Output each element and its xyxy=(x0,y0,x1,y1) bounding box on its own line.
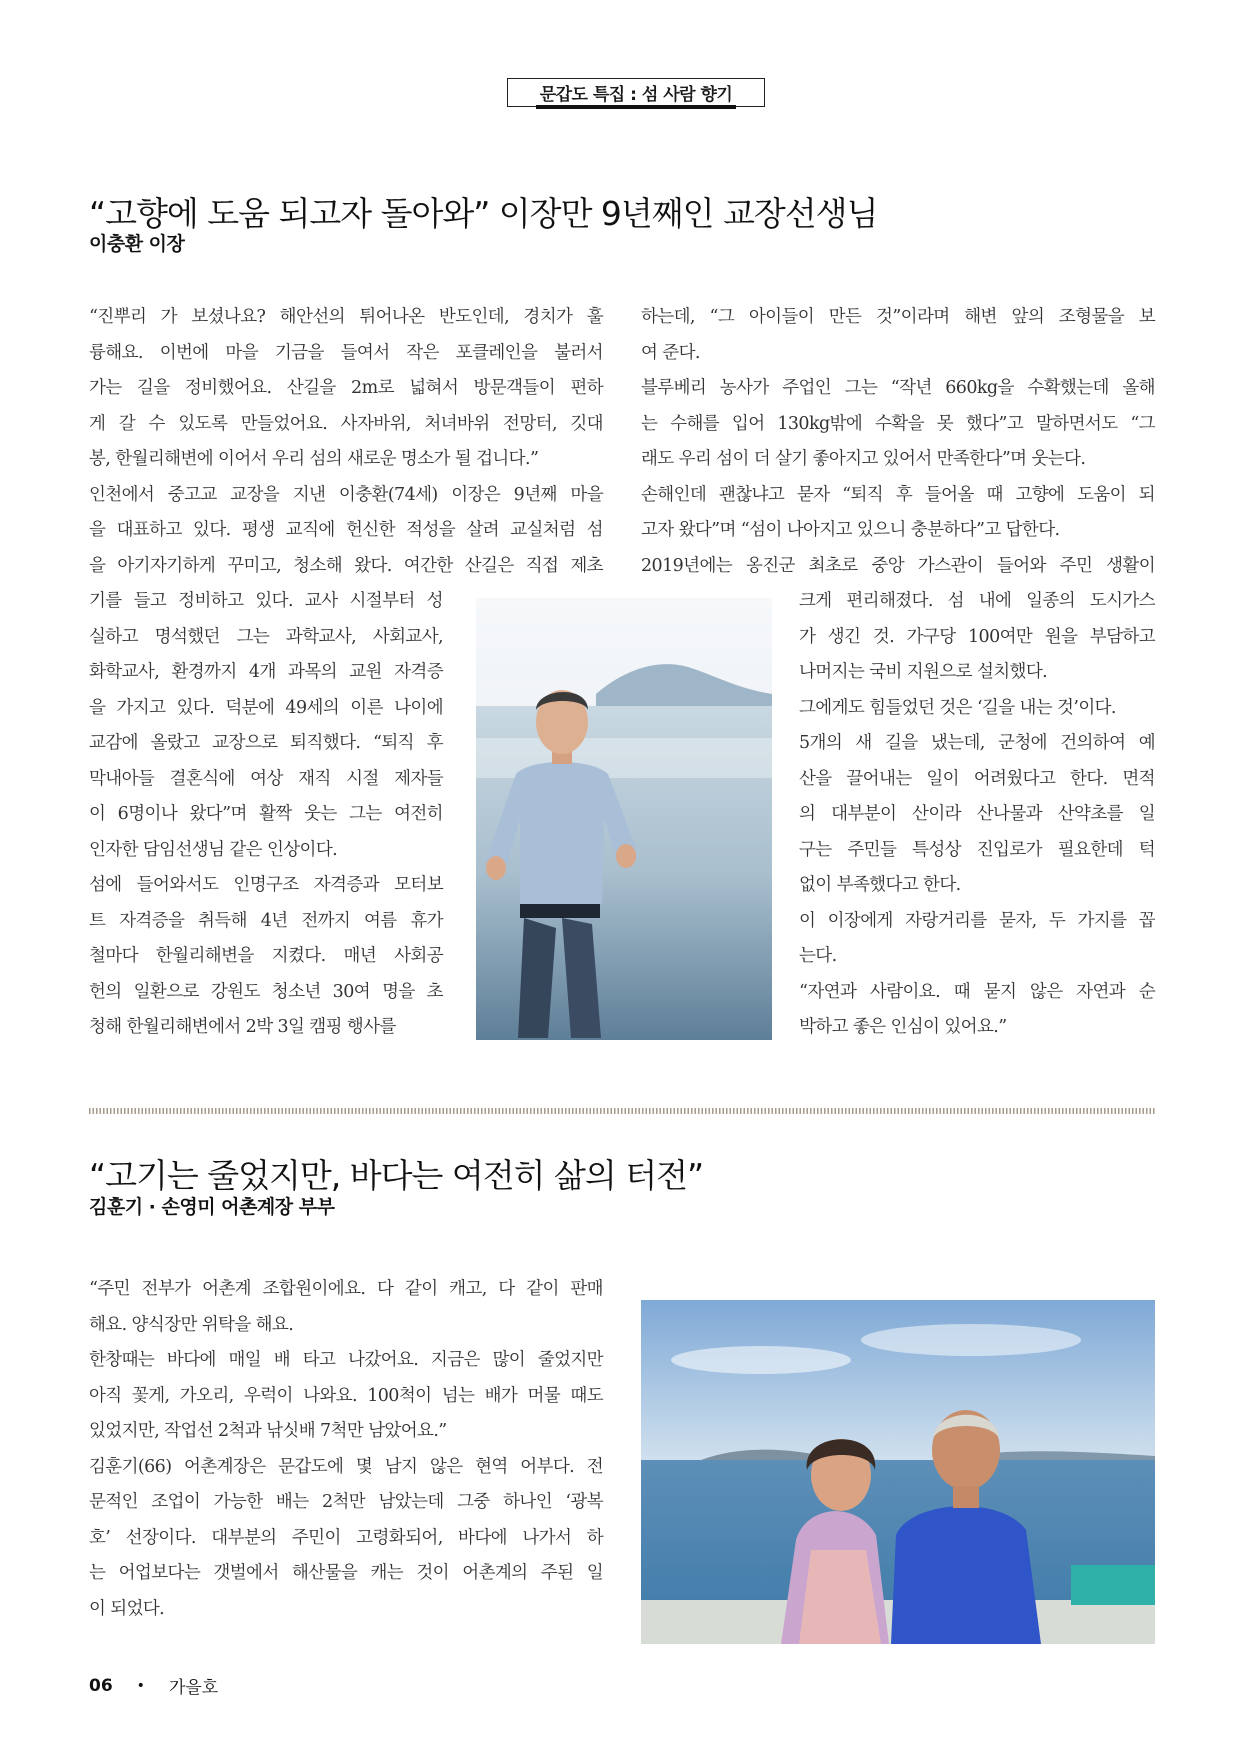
text-line: 의 대부분이 산이라 산나물과 산약초를 일 xyxy=(799,804,1155,824)
text-line: 헌의 일환으로 강원도 청소년 30여 명을 초 xyxy=(89,981,443,1002)
text-line: 한창때는 바다에 매일 배 타고 나갔어요. 지금은 많이 줄었지만 xyxy=(89,1350,603,1370)
article2-title: “고기는 줄었지만, 바다는 여전히 삶의 터전” xyxy=(89,1156,704,1195)
text-line: 나머지는 국비 지원으로 설치했다. xyxy=(799,662,1048,682)
couple-photo xyxy=(641,1300,1155,1644)
text-line: 청해 한월리해변에서 2박 3일 캠핑 행사를 xyxy=(89,1017,396,1037)
text-line: 호’ 선장이다. 대부분의 주민이 고령화되어, 바다에 나가서 하 xyxy=(89,1527,603,1548)
text-line: 없이 부족했다고 한다. xyxy=(799,875,961,895)
text-line: 실하고 명석했던 그는 과학교사, 사회교사, xyxy=(89,626,443,647)
article1-left-column-top xyxy=(89,300,603,584)
text-line: 고자 왔다”며 “섬이 나아지고 있으니 충분하다”고 답한다. xyxy=(641,520,1060,540)
article1-right-column-narrow xyxy=(799,584,1155,1046)
text-line: 는 어업보다는 갯벌에서 해산물을 캐는 것이 어촌계의 주된 일 xyxy=(89,1563,603,1583)
text-line: 가 생긴 것. 가구당 100여만 원을 부담하고 xyxy=(799,626,1155,647)
text-line: 산을 끌어내는 일이 어려웠다고 한다. 면적 xyxy=(799,768,1155,789)
text-line: 철마다 한월리해변을 지켰다. 매년 사회공 xyxy=(89,946,443,966)
section-tag: 문갑도 특집 : 섬 사람 향기 xyxy=(507,78,765,107)
article1-right-column-top xyxy=(641,300,1155,584)
text-line: 2019년에는 옹진군 최초로 중앙 가스관이 들어와 주민 생활이 xyxy=(641,555,1155,576)
article1-left-column-narrow xyxy=(89,584,443,1046)
text-line: 박하고 좋은 인심이 있어요.” xyxy=(799,1017,1007,1037)
text-line: 손해인데 괜찮냐고 묻자 “퇴직 후 들어올 때 고향에 도움이 되 xyxy=(641,484,1155,505)
text-line: 인천에서 중고교 교장을 지낸 이충환(74세) 이장은 9년째 마을 xyxy=(89,484,603,505)
text-line: 을 가지고 있다. 덕분에 49세의 이른 나이에 xyxy=(89,697,443,718)
text-line: 을 아기자기하게 꾸미고, 청소해 왔다. 여간한 산길은 직접 제초 xyxy=(89,555,603,576)
text-line: 섬에 들어와서도 인명구조 자격증과 모터보 xyxy=(89,875,443,895)
text-line: 인자한 담임선생님 같은 인상이다. xyxy=(89,839,338,860)
text-line: 해요. 양식장만 위탁을 해요. xyxy=(89,1314,294,1335)
text-line: 크게 편리해졌다. 섬 내에 일종의 도시가스 xyxy=(799,591,1155,611)
footer-bullet: • xyxy=(136,1677,145,1694)
text-line: 가는 길을 정비했어요. 산길을 2m로 넓혀서 방문객들이 편하 xyxy=(89,378,603,398)
text-line: 이 되었다. xyxy=(89,1598,165,1619)
text-line: 게 갈 수 있도록 만들었어요. 사자바위, 처녀바위 전망터, 깃대 xyxy=(89,413,603,434)
text-line: “자연과 사람이요. 때 묻지 않은 자연과 순 xyxy=(799,981,1155,1002)
text-line: “진뿌리 가 보셨나요? 해안선의 튀어나온 반도인데, 경치가 훌 xyxy=(89,307,603,327)
text-line: 김훈기(66) 어촌계장은 문갑도에 몇 남지 않은 현역 어부다. 전 xyxy=(89,1456,603,1477)
text-line: 화학교사, 환경까지 4개 과목의 교원 자격증 xyxy=(89,662,443,682)
text-line: 륭해요. 이번에 마을 기금을 들여서 작은 포클레인을 불러서 xyxy=(89,342,603,363)
village-head-photo xyxy=(476,598,772,1040)
text-line: 하는데, “그 아이들이 만든 것”이라며 해변 앞의 조형물을 보 xyxy=(641,307,1155,327)
text-line: 을 대표하고 있다. 평생 교직에 헌신한 적성을 살려 교실처럼 섬 xyxy=(89,520,603,540)
text-line: 기를 들고 정비하고 있다. 교사 시절부터 성 xyxy=(89,591,443,611)
text-line: 문적인 조업이 가능한 배는 2척만 남았는데 그중 하나인 ‘광복 xyxy=(89,1492,603,1512)
text-line: 이 이장에게 자랑거리를 묻자, 두 가지를 꼽 xyxy=(799,910,1155,931)
couple-illustration xyxy=(641,1300,1155,1644)
text-line: 5개의 새 길을 냈는데, 군청에 건의하여 예 xyxy=(799,733,1155,753)
article2-left-column xyxy=(89,1272,603,1627)
article2-subtitle: 김훈기 · 손영미 어촌계장 부부 xyxy=(89,1196,335,1218)
text-line: 구는 주민들 특성상 진입로가 필요한데 턱 xyxy=(799,839,1155,860)
text-line: 교감에 올랐고 교장으로 퇴직했다. “퇴직 후 xyxy=(89,733,443,753)
page-number: 06 xyxy=(89,1675,113,1696)
page-footer xyxy=(89,1673,218,1698)
village-head-illustration xyxy=(476,598,772,1040)
text-line: 블루베리 농사가 주업인 그는 “작년 660kg을 수확했는데 올해 xyxy=(641,378,1155,398)
text-line: 봉, 한월리해변에 이어서 우리 섬의 새로운 명소가 될 겁니다.” xyxy=(89,449,539,469)
text-line: 여 준다. xyxy=(641,342,700,363)
article1-title: “고향에 도움 되고자 돌아와” 이장만 9년째인 교장선생님 xyxy=(89,194,878,233)
text-line: 이 6명이나 왔다”며 활짝 웃는 그는 여전히 xyxy=(89,804,443,824)
text-line: 그에게도 힘들었던 것은 ‘길을 내는 것’이다. xyxy=(799,697,1116,718)
text-line: 막내아들 결혼식에 여상 재직 시절 제자들 xyxy=(89,768,443,789)
text-line: 는 수해를 입어 130kg밖에 수확을 못 했다”고 말하면서도 “그 xyxy=(641,413,1155,434)
text-line: 래도 우리 섬이 더 살기 좋아지고 있어서 만족한다”며 웃는다. xyxy=(641,449,1086,469)
text-line: 트 자격증을 취득해 4년 전까지 여름 휴가 xyxy=(89,910,443,931)
section-divider xyxy=(89,1108,1155,1114)
issue-name: 가을호 xyxy=(168,1678,219,1698)
section-tag-underline xyxy=(536,105,736,109)
text-line: “주민 전부가 어촌계 조합원이에요. 다 같이 캐고, 다 같이 판매 xyxy=(89,1279,603,1299)
article1-subtitle: 이충환 이장 xyxy=(89,233,185,255)
text-line: 는다. xyxy=(799,946,837,966)
text-line: 아직 꽃게, 가오리, 우럭이 나와요. 100척이 넘는 배가 머물 때도 xyxy=(89,1385,603,1406)
text-line: 있었지만, 작업선 2척과 낚싯배 7척만 남았어요.” xyxy=(89,1421,447,1441)
